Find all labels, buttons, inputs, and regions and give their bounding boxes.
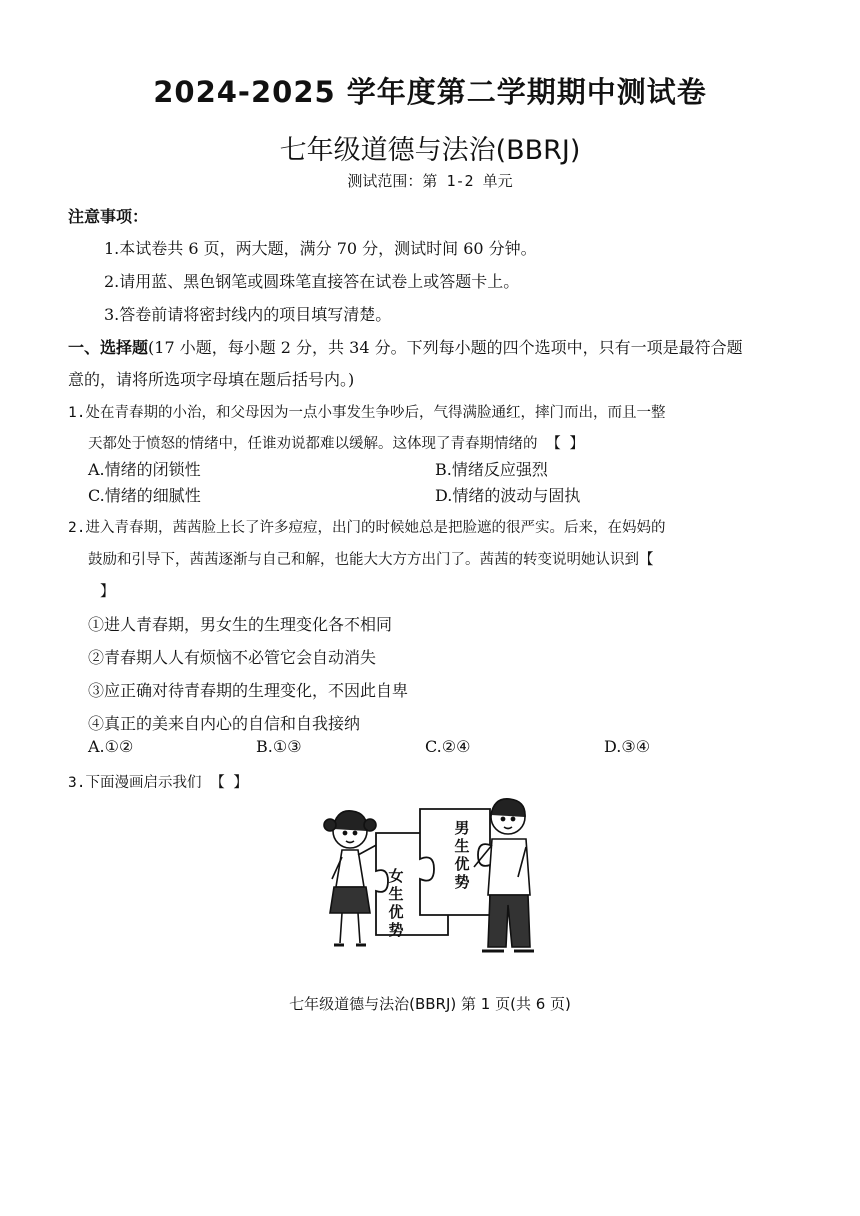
boy-advantage-char: 优 — [454, 855, 470, 873]
notice-item: 1.本试卷共 6 页，两大题，满分 70 分，测试时间 60 分钟。 — [104, 239, 537, 258]
girl-advantage-char: 女 — [388, 867, 404, 885]
q1-line2: 天都处于愤怒的情绪中，任谁劝说都难以缓解。这体现了青春期情绪的 【 】 — [88, 436, 584, 452]
q1-option-d: D.情绪的波动与固执 — [435, 486, 581, 505]
q2-option-d: D.③④ — [604, 737, 651, 756]
girl-advantage-char: 生 — [388, 885, 404, 903]
q1-option-c: C.情绪的细腻性 — [88, 486, 201, 505]
q1-line1: 1.处在青春期的小治，和父母因为一点小事发生争吵后，气得满脸通红，摔门而出，而且一整 — [68, 405, 666, 421]
q2-line2: 鼓励和引导下，茜茜逐渐与自己和解，也能大大方方出门了。茜茜的转变说明她认识到【 — [88, 552, 654, 568]
q1-option-a: A.情绪的闭锁性 — [88, 460, 201, 479]
q2-line1: 2.进入青春期，茜茜脸上长了许多痘痘，出门的时候她总是把脸遮的很严实。后来，在妈妈的 — [68, 520, 666, 536]
q2-statement: ③应正确对待青春期的生理变化，不因此自卑 — [88, 681, 409, 700]
boy-advantage-char: 势 — [454, 873, 470, 891]
q2-line3: 】 — [100, 584, 115, 600]
q2-option-b: B.①③ — [256, 737, 302, 756]
girl-advantage-char: 势 — [388, 921, 404, 939]
q2-statement: ①进人青春期，男女生的生理变化各不相同 — [88, 615, 393, 634]
q1-option-b: B.情绪反应强烈 — [435, 460, 548, 479]
girl-advantage-char: 优 — [388, 903, 404, 921]
page-footer: 七年级道德与法治(BBRJ) 第 1 页(共 6 页) — [289, 995, 571, 1013]
section-instruction-line1: (17 小题，每小题 2 分，共 34 分。下列每小题的四个选项中，只有一项是最符合题 — [148, 338, 743, 357]
exam-title: 2024-2025 学年度第二学期期中测试卷 — [153, 75, 707, 109]
notice-item: 2.请用蓝、黑色钢笔或圆珠笔直接答在试卷上或答题卡上。 — [104, 272, 520, 291]
section-instruction — [68, 335, 743, 358]
q2-statement: ④真正的美来自内心的自信和自我接纳 — [88, 714, 361, 733]
exam-scope: 测试范围：第 1-2 单元 — [347, 172, 513, 190]
q2-statement: ②青春期人人有烦恼不必管它会自动消失 — [88, 648, 377, 667]
boy-advantage-char: 生 — [454, 837, 470, 855]
boy-advantage-char: 男 — [454, 819, 470, 837]
q2-option-a: A.①② — [88, 737, 134, 756]
puzzle-cartoon — [318, 795, 544, 965]
notice-item: 3.答卷前请将密封线内的项目填写清楚。 — [104, 305, 392, 324]
q3-line1: 3.下面漫画启示我们 【 】 — [68, 775, 248, 791]
notice-heading: 注意事项： — [68, 207, 149, 226]
section-heading: 一、选择题 — [68, 338, 149, 357]
girl-figure — [324, 811, 380, 945]
exam-subtitle: 七年级道德与法治(BBRJ) — [279, 135, 581, 166]
q2-option-c: C.②④ — [425, 737, 471, 756]
section-instruction-line2: 意的，请将所选项字母填在题后括号内。) — [68, 370, 355, 389]
